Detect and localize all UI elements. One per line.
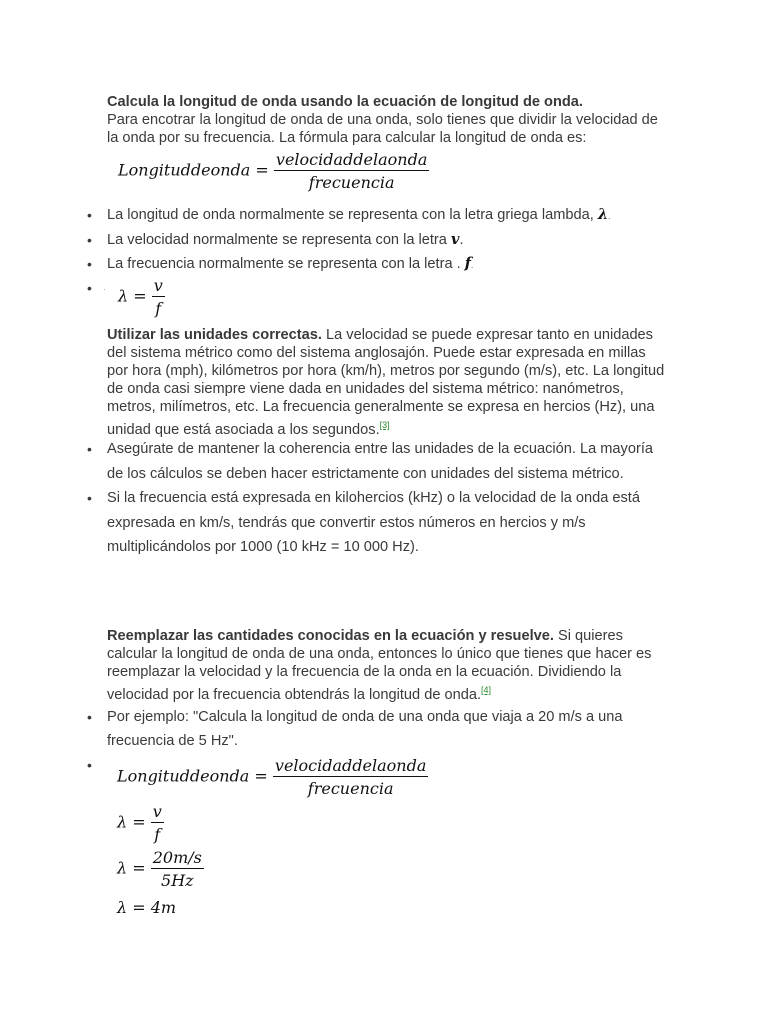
- worked-formula-2: λ = $\frac{v}{f}$: [117, 802, 162, 844]
- formula-numerator: velocidaddelaonda: [275, 150, 428, 169]
- lambda-symbol: λ: [597, 206, 609, 223]
- list-item: • Asegúrate de mantener la coherencia entre las unidades de la ecuación. La mayoría de los cálculos se deben hacer estrictamente con unidades del sistema métrico.: [87, 441, 653, 482]
- section1-text: Para encotrar la longitud de onda de una onda, solo tienes que dividir la velocidad de la onda por su frecuencia. La fórmula para calcular la longitud de onda es:: [107, 112, 658, 146]
- section2-heading: Utilizar las unidades correctas.: [107, 327, 322, 343]
- list-item: • La longitud de onda normalmente se representa con la letra griega lambda, λ.: [87, 206, 611, 223]
- formula-equals: =: [255, 160, 269, 180]
- worked-formula-3: λ = $\frac{20m/s}{5Hz}$: [117, 848, 202, 890]
- section2-paragraph: Utilizar las unidades correctas. La velocidad se puede expresar tanto en unidades del sistema métrico como del sistema anglosajón. Puede estar expresada en millas por hora (mph), kilómetros por hora (km/h), metros por segundo (m/s), etc. La longitud de onda casi siempre viene dada en unidades del sistema métrico: nanómetros, metros, milímetros, etc. La frecuencia generalmente se expresa en hercios (Hz), una unidad que está asociada a los segundos.[3]: [107, 327, 665, 438]
- list-item: • La frecuencia normalmente se representa con la letra . f.: [87, 255, 474, 272]
- formula-denominator: frecuencia: [308, 173, 395, 192]
- list-item: •: [87, 757, 92, 773]
- wavelength-formula: [118, 150, 429, 192]
- reference-link[interactable]: [3]: [379, 420, 390, 430]
- f-symbol: f: [464, 255, 472, 272]
- v-symbol: v: [450, 231, 460, 248]
- formula-lhs: Longituddeonda: [118, 160, 251, 180]
- list-item: • La velocidad normalmente se representa con la letra v.: [87, 231, 464, 248]
- list-item: • Por ejemplo: "Calcula la longitud de onda de una onda que viaja a 20 m/s a una frecuencia de 5 Hz".: [87, 709, 623, 749]
- lambda-formula: λ = $\frac{v}{f}$: [118, 276, 163, 318]
- section1-paragraph: [107, 93, 667, 147]
- list-item: • ·: [87, 280, 106, 296]
- section3-heading: Reemplazar las cantidades conocidas en la ecuación y resuelve.: [107, 628, 554, 644]
- section1-bullets: [88, 205, 668, 322]
- reference-link[interactable]: [4]: [481, 685, 492, 695]
- worked-result: λ = 4m: [117, 898, 177, 917]
- section2-bullets: [88, 437, 668, 560]
- formula-fraction: [274, 150, 429, 192]
- section1-heading: Calcula la longitud de onda usando la ecuación de longitud de onda.: [107, 94, 583, 110]
- worked-formula-1: Longituddeonda = $\frac{\text{velocidaddelaonda}}{\text{frecuencia}}$: [117, 756, 427, 798]
- list-item: • Si la frecuencia está expresada en kilohercios (kHz) o la velocidad de la onda está expresada en km/s, tendrás que convertir estos números en hercios y m/s multiplicándolos por 1000 (10 kHz = 10 000 Hz).: [87, 490, 640, 555]
- section3-paragraph: Reemplazar las cantidades conocidas en la ecuación y resuelve. Si quieres calcular la longitud de onda de una onda, entonces lo único que tienes que hacer es reemplazar la velocidad y la frecuencia de la onda en la ecuación. Dividiendo la velocidad por la frecuencia obtendrás la longitud de onda.[4]: [107, 628, 652, 703]
